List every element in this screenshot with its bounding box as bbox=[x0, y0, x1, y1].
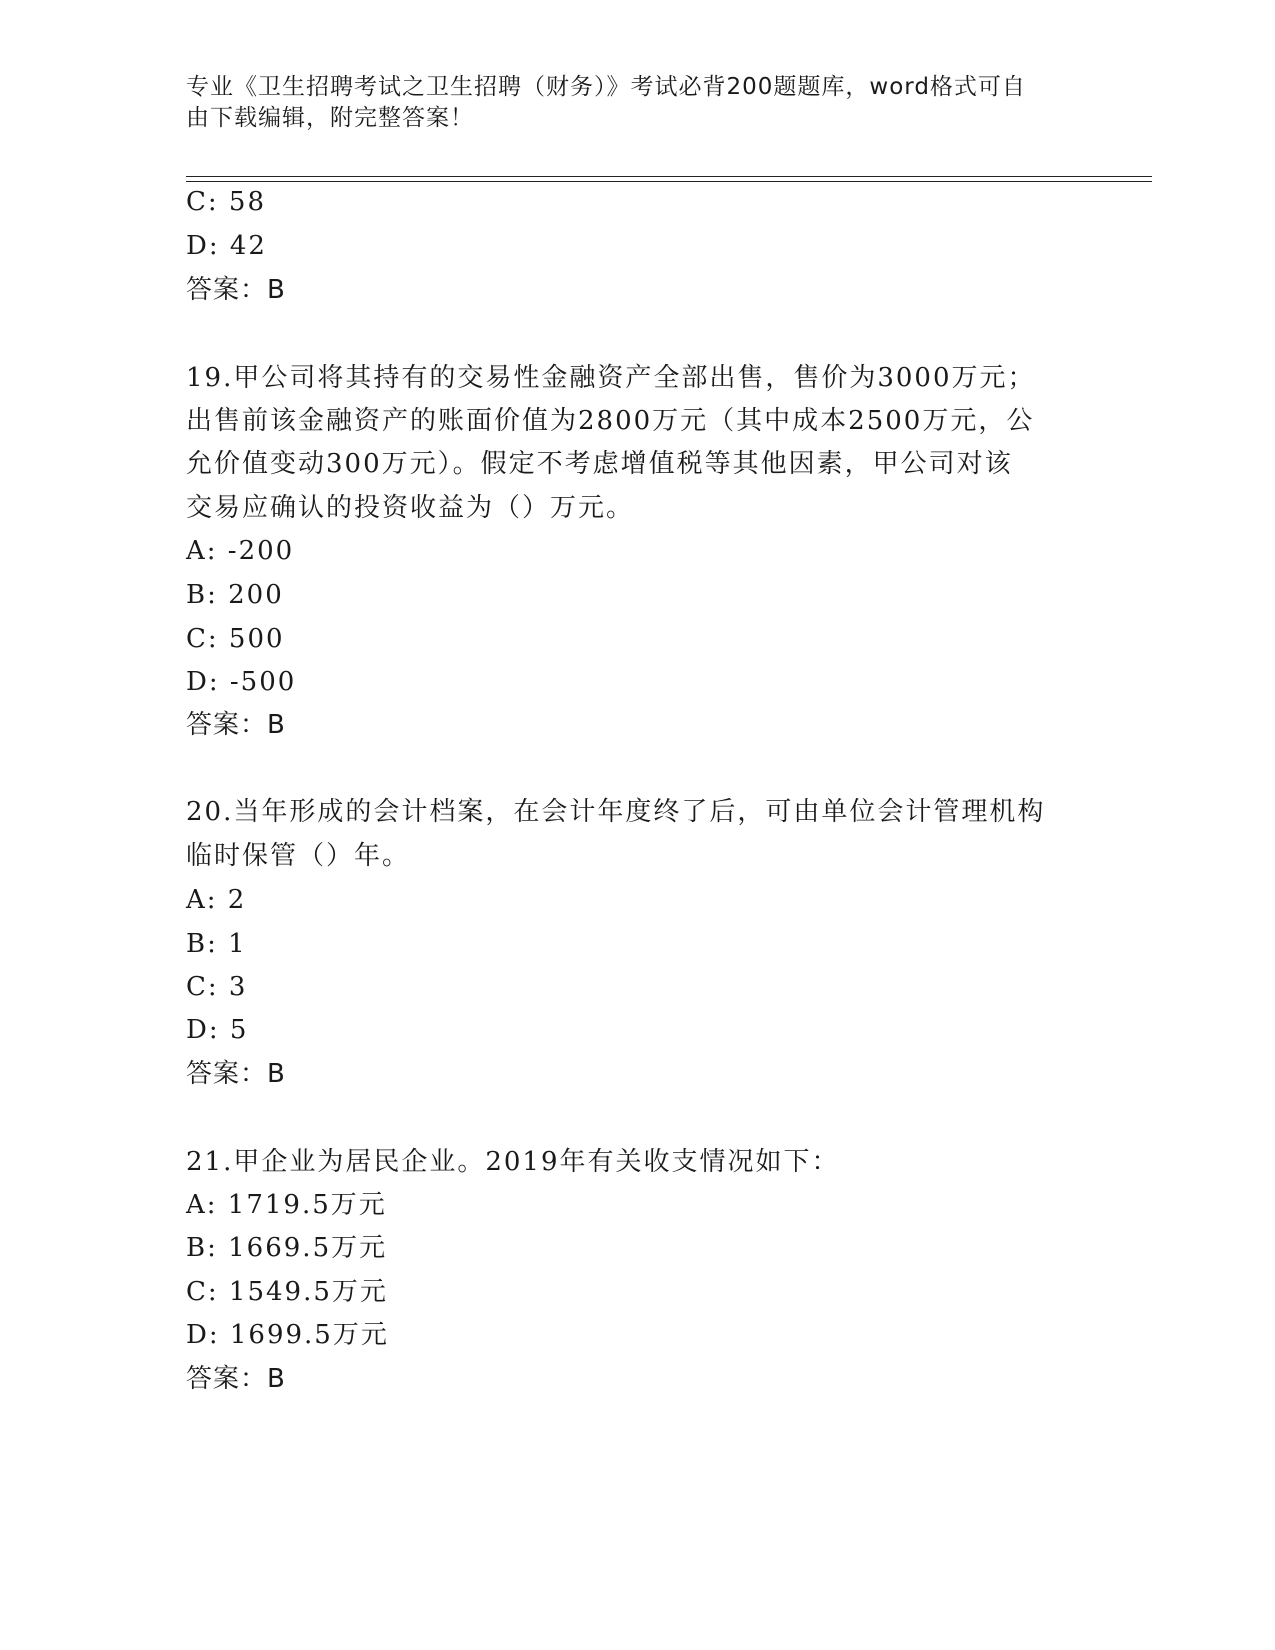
header-divider-top bbox=[186, 176, 1152, 177]
q19-option-a: A: -200 bbox=[186, 536, 295, 566]
q20-stem-line-2: 临时保管（）年。 bbox=[186, 841, 411, 871]
header-line-1: 专业《卫生招聘考试之卫生招聘（财务）》考试必背200题题库，word格式可自 bbox=[186, 74, 1026, 100]
q21-stem-line-1: 21.甲企业为居民企业。2019年有关收支情况如下： bbox=[186, 1147, 840, 1177]
q19-option-c: C: 500 bbox=[186, 624, 285, 654]
q19-stem-line-4: 交易应确认的投资收益为（）万元。 bbox=[186, 493, 635, 523]
q21-option-c: C: 1549.5万元 bbox=[186, 1277, 388, 1307]
q20-stem-line-1: 20.当年形成的会计档案，在会计年度终了后，可由单位会计管理机构 bbox=[186, 797, 1046, 827]
q20-answer: 答案：B bbox=[186, 1059, 286, 1089]
header-line-2: 由下载编辑，附完整答案！ bbox=[186, 105, 474, 131]
prev-option-c: C: 58 bbox=[186, 187, 267, 217]
q21-answer: 答案：B bbox=[186, 1364, 286, 1394]
q20-option-b: B: 1 bbox=[186, 929, 247, 959]
q19-option-d: D: -500 bbox=[186, 667, 297, 697]
q19-option-b: B: 200 bbox=[186, 580, 284, 610]
q21-option-a: A: 1719.5万元 bbox=[186, 1190, 387, 1220]
q19-stem-line-1: 19.甲公司将其持有的交易性金融资产全部出售，售价为3000万元； bbox=[186, 363, 1036, 393]
q21-option-b: B: 1669.5万元 bbox=[186, 1233, 388, 1263]
q19-answer: 答案：B bbox=[186, 710, 286, 740]
header-divider-bottom bbox=[186, 181, 1152, 182]
q19-stem-line-2: 出售前该金融资产的账面价值为2800万元（其中成本2500万元，公 bbox=[186, 406, 1035, 436]
prev-option-d: D: 42 bbox=[186, 231, 267, 261]
q19-stem-line-3: 允价值变动300万元）。假定不考虑增值税等其他因素，甲公司对该 bbox=[186, 449, 1013, 479]
document-header bbox=[186, 72, 1066, 134]
q20-option-a: A: 2 bbox=[186, 885, 247, 915]
q20-option-d: D: 5 bbox=[186, 1015, 249, 1045]
q21-option-d: D: 1699.5万元 bbox=[186, 1320, 389, 1350]
prev-answer: 答案：B bbox=[186, 275, 286, 305]
q20-option-c: C: 3 bbox=[186, 972, 248, 1002]
